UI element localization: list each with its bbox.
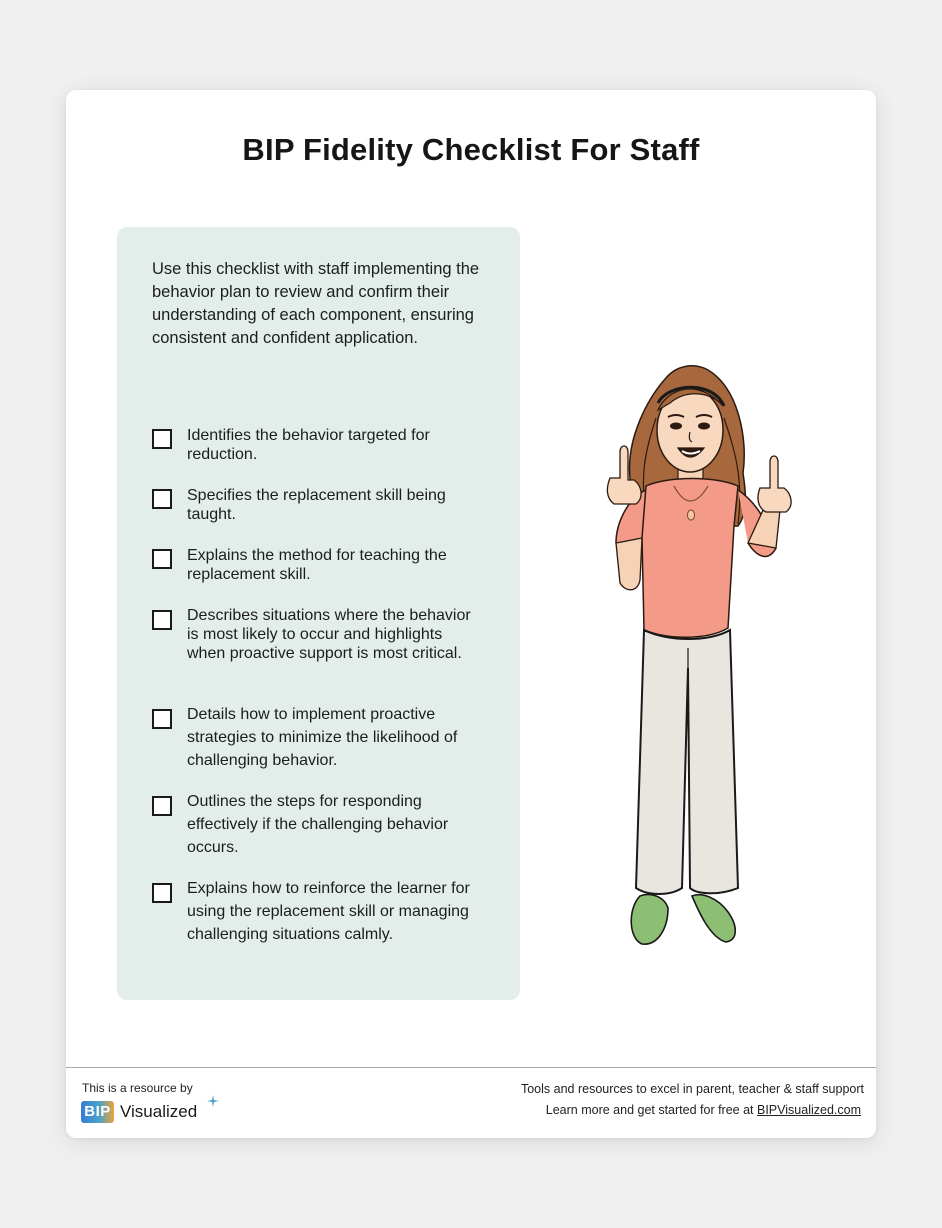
website-link[interactable]: BIPVisualized.com <box>757 1103 861 1117</box>
credit-text: This is a resource by <box>82 1081 193 1095</box>
tagline-text: Tools and resources to excel in parent, teacher & staff support <box>520 1082 864 1096</box>
checklist-item-text: Identifies the behavior targeted for reduction. <box>187 427 430 463</box>
learn-more-text <box>546 1103 861 1117</box>
bip-visualized-logo[interactable] <box>81 1100 197 1124</box>
logo-sparkle-icon <box>206 1094 220 1108</box>
checkbox-icon[interactable] <box>152 549 172 569</box>
logo-mark: BIP <box>81 1101 114 1123</box>
learn-more-prefix: Learn more and get started for free at <box>545 1103 757 1117</box>
logo-word: Visualized <box>120 1102 198 1121</box>
document-page <box>66 90 876 1138</box>
checklist-item-7 <box>152 877 492 970</box>
checkbox-icon[interactable] <box>152 709 172 729</box>
page-title: BIP Fidelity Checklist For Staff <box>242 132 700 167</box>
checklist-item-4 <box>152 606 492 684</box>
checklist-item-text: Specifies the replacement skill being taught. <box>187 487 446 523</box>
checkbox-icon[interactable] <box>152 429 172 449</box>
checklist-panel <box>117 227 520 1000</box>
checklist-item-text: Details how to implement proactive strategies to minimize the likelihood of challenging behavior. <box>187 706 458 769</box>
checklist-item-text: Explains the method for teaching the replacement skill. <box>187 547 447 583</box>
intro-text: Use this checklist with staff implementing the behavior plan to review and confirm their understanding of each component, ensuring consistent and confident application. <box>152 260 480 347</box>
checklist-item-6 <box>152 790 492 860</box>
checklist-item-text: Describes situations where the behavior is most likely to occur and highlights when proactive support is most critical. <box>187 607 471 662</box>
checklist-item-text: Outlines the steps for responding effectively if the challenging behavior occurs. <box>187 793 449 856</box>
checkbox-icon[interactable] <box>152 883 172 903</box>
woman-thumbs-up-illustration <box>598 348 798 958</box>
checkbox-icon[interactable] <box>152 796 172 816</box>
checklist-item-5 <box>152 703 492 773</box>
checklist-item-2 <box>152 486 492 526</box>
checkbox-icon[interactable] <box>152 610 172 630</box>
checklist-item-3 <box>152 546 492 586</box>
checklist-item-text: Explains how to reinforce the learner for using the replacement skill or managing challenging situations calmly. <box>187 880 470 943</box>
checkbox-icon[interactable] <box>152 489 172 509</box>
checklist-item-1 <box>152 426 492 466</box>
footer <box>66 1067 876 1138</box>
